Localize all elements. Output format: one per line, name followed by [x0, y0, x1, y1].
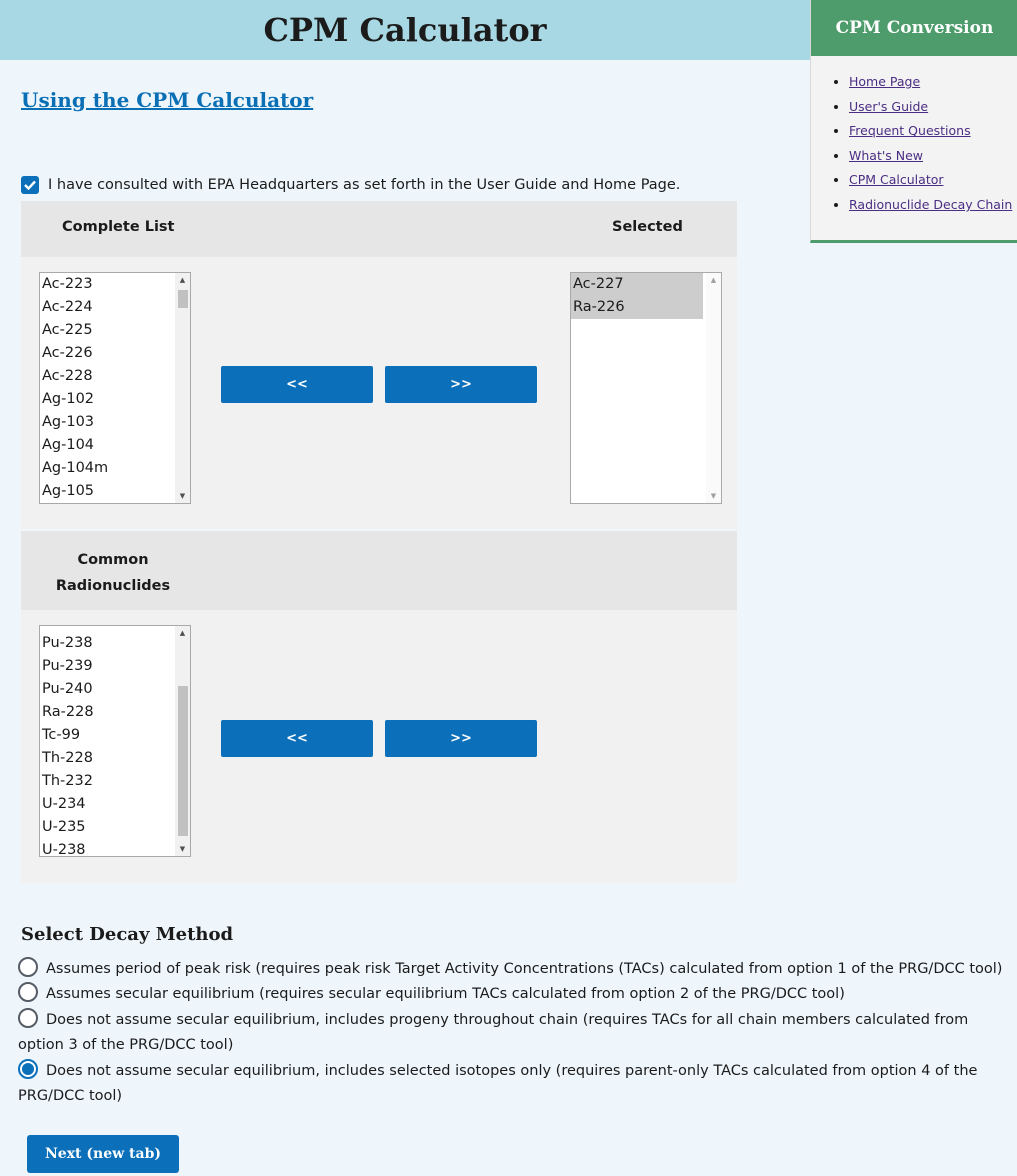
- list-item[interactable]: U-234: [42, 796, 86, 812]
- decay-chain-link[interactable]: Radionuclide Decay Chain: [849, 196, 1013, 212]
- decay-method-heading: Select Decay Method: [21, 924, 234, 945]
- list-item[interactable]: U-235: [42, 819, 86, 835]
- scroll-up-icon[interactable]: ▲: [179, 629, 186, 637]
- decay-option-progeny[interactable]: [18, 1008, 1017, 1058]
- list-item[interactable]: Pu-239: [42, 658, 93, 674]
- common-label-line1: Common: [77, 552, 149, 568]
- selected-list-box[interactable]: [570, 272, 722, 504]
- scroll-thumb[interactable]: [178, 686, 188, 836]
- list-item[interactable]: Ac-227: [571, 273, 703, 296]
- page-header: [0, 0, 810, 60]
- consent-row: [21, 176, 680, 194]
- consent-checkbox[interactable]: [21, 176, 39, 194]
- scroll-down-icon[interactable]: ▼: [710, 492, 717, 500]
- decay-option-label: Does not assume secular equilibrium, includes selected isotopes only (requires parent-only TACs calculated from option 4 of the PRG/DCC tool): [18, 1063, 978, 1104]
- scroll-up-icon[interactable]: ▲: [710, 276, 717, 284]
- common-list-label: [40, 547, 186, 599]
- users-guide-link[interactable]: User's Guide: [849, 98, 929, 114]
- sidenav-item-guide: [849, 95, 1017, 120]
- decay-option-label: Assumes secular equilibrium (requires secular equilibrium TACs calculated from option 2 of the PRG/DCC tool): [46, 986, 845, 1002]
- selected-list-label: Selected: [612, 219, 683, 235]
- sidenav-item-faq: [849, 119, 1017, 144]
- list-item[interactable]: Ac-226: [42, 345, 93, 361]
- scroll-thumb[interactable]: [178, 290, 188, 308]
- list-item[interactable]: Ac-224: [42, 299, 93, 315]
- complete-list-label: Complete List: [62, 219, 175, 235]
- sidenav-title: CPM Conversion: [811, 0, 1017, 56]
- sidenav-item-new: [849, 144, 1017, 169]
- whats-new-link[interactable]: What's New: [849, 147, 924, 163]
- remove-common-button[interactable]: <<: [221, 720, 373, 757]
- side-navigation: [810, 0, 1017, 243]
- list-item[interactable]: Ag-103: [42, 414, 95, 430]
- list-item[interactable]: Ac-225: [42, 322, 93, 338]
- decay-option-peak-risk[interactable]: [18, 957, 1017, 982]
- list-item[interactable]: Ra-228: [42, 704, 94, 720]
- sidenav-item-home: [849, 70, 1017, 95]
- list-item[interactable]: Th-232: [42, 773, 93, 789]
- list-item[interactable]: Ac-228: [42, 368, 93, 384]
- radio-button[interactable]: [18, 957, 38, 977]
- list-item[interactable]: Ag-104m: [42, 460, 109, 476]
- list-item[interactable]: U-238: [42, 842, 86, 857]
- remove-selected-button[interactable]: <<: [221, 366, 373, 403]
- decay-option-secular[interactable]: [18, 982, 1017, 1007]
- common-label-line2: Radionuclides: [55, 578, 171, 594]
- consent-label: I have consulted with EPA Headquarters as set forth in the User Guide and Home Page.: [48, 177, 681, 193]
- list-item[interactable]: Ag-105: [42, 483, 95, 499]
- common-list-box[interactable]: [39, 625, 191, 857]
- complete-list-box[interactable]: [39, 272, 191, 504]
- add-selected-button[interactable]: >>: [385, 366, 537, 403]
- using-calculator-link[interactable]: Using the CPM Calculator: [21, 88, 314, 112]
- radio-button[interactable]: [18, 982, 38, 1002]
- add-common-button[interactable]: >>: [385, 720, 537, 757]
- list-item[interactable]: Ac-223: [42, 276, 93, 292]
- check-icon: [24, 180, 36, 190]
- decay-option-label: Assumes period of peak risk (requires peak risk Target Activity Concentrations (TACs) calculated from option 1 of the PRG/DCC tool): [46, 961, 1003, 977]
- frequent-questions-link[interactable]: Frequent Questions: [849, 123, 971, 139]
- selected-list-scrollbar[interactable]: [706, 273, 721, 503]
- page-title: CPM Calculator: [263, 11, 547, 49]
- complete-list-scrollbar[interactable]: [175, 273, 190, 503]
- scroll-up-icon[interactable]: ▲: [179, 276, 186, 284]
- sidenav-list: [811, 70, 1017, 218]
- scroll-down-icon[interactable]: ▼: [179, 845, 186, 853]
- home-page-link[interactable]: Home Page: [849, 74, 921, 89]
- decay-option-label: Does not assume secular equilibrium, includes progeny throughout chain (requires TACs for all chain members calculated from option 3 of the PRG/DCC tool): [18, 1012, 969, 1053]
- list-item[interactable]: Ag-104: [42, 437, 95, 453]
- list-item[interactable]: Tc-99: [42, 727, 81, 743]
- next-button[interactable]: Next (new tab): [27, 1135, 179, 1173]
- list-item[interactable]: Pu-240: [42, 681, 93, 697]
- common-list-scrollbar[interactable]: [175, 626, 190, 856]
- sidenav-item-calc: [849, 168, 1017, 193]
- cpm-calculator-link[interactable]: CPM Calculator: [849, 172, 944, 188]
- list-item[interactable]: Pu-238: [42, 635, 93, 651]
- scroll-down-icon[interactable]: ▼: [179, 492, 186, 500]
- decay-option-selected-only[interactable]: [18, 1059, 1017, 1109]
- sidenav-item-decay: [849, 193, 1017, 218]
- radio-button[interactable]: [18, 1008, 38, 1028]
- list-item[interactable]: Th-228: [42, 750, 93, 766]
- list-item[interactable]: Ag-102: [42, 391, 95, 407]
- radio-button-selected[interactable]: [18, 1059, 38, 1079]
- list-item[interactable]: Ra-226: [571, 296, 703, 319]
